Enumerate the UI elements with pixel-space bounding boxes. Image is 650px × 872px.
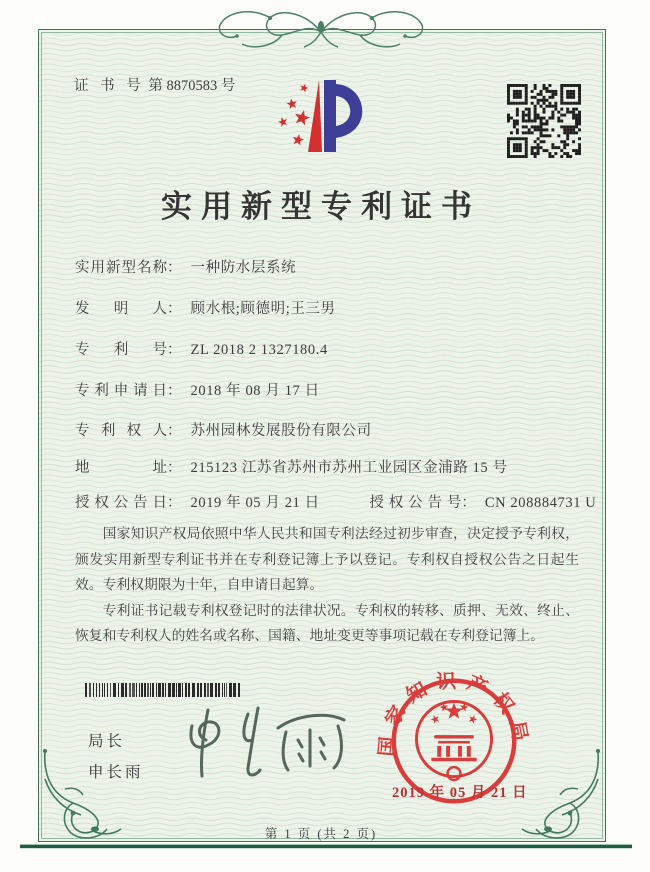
grant-number-pair <box>369 495 596 511</box>
national-emblem-icon <box>416 702 491 781</box>
page-bottom-edge-line <box>20 844 632 849</box>
field-colon: ： <box>167 342 182 358</box>
field-value: 一种防水层系统 <box>190 260 297 276</box>
cert-no-value: 8870583 <box>166 78 218 94</box>
legal-text <box>75 521 579 649</box>
field-label: 地址 <box>75 460 167 476</box>
field-label: 实用新型名称 <box>75 260 167 276</box>
field-row-grant <box>75 491 596 512</box>
field-row-patentee <box>75 419 372 440</box>
field-row-address <box>75 456 508 477</box>
legal-paragraph-2: 专利证书记载专利权登记时的法律状况。专利权的转移、质押、无效、终止、恢复和专利权人的姓名或名称、国籍、地址变更等事项记载在专利登记簿上。 <box>75 602 579 644</box>
field-row-name <box>75 256 296 277</box>
field-value: ZL 2018 2 1327180.4 <box>190 342 328 358</box>
certificate-title: 实用新型专利证书 <box>161 189 481 224</box>
field-colon: ： <box>167 301 182 317</box>
cert-no-suffix: 号 <box>220 78 236 94</box>
grant-date-value: 2019 年 05 月 21 日 <box>190 495 320 511</box>
cnipa-logo-icon <box>252 76 378 164</box>
field-row-filing-date <box>75 379 320 400</box>
top-border-flourish-icon <box>208 4 434 54</box>
field-label: 专利权人 <box>75 423 167 439</box>
barcode <box>85 683 243 697</box>
field-colon: ： <box>167 495 182 511</box>
field-row-inventors <box>75 297 336 318</box>
field-value: 顾水根;顾德明;王三男 <box>190 301 336 317</box>
legal-paragraph-1: 国家知识产权局依照中华人民共和国专利法经过初步审查，决定授予专利权，颁发实用新型专利证书并在专利登记簿上予以登记。专利权自授权公告之日起生效。专利权期限为十年，自申请日起算。 <box>75 526 579 593</box>
commissioner-signature <box>170 700 360 795</box>
cert-no-prefix: 证 书 号 <box>74 78 145 94</box>
field-label: 授权公告号 <box>369 495 462 511</box>
field-row-patent-number <box>75 338 328 359</box>
field-label: 专利申请日 <box>75 383 167 399</box>
field-label: 发明人 <box>75 301 167 317</box>
grant-date-pair <box>75 495 323 511</box>
commissioner-title: 局长 <box>88 733 126 750</box>
seal-text: 国家知识产权局 <box>375 670 533 758</box>
field-label: 专利号 <box>75 342 167 358</box>
qr-code <box>507 84 581 158</box>
field-value: 苏州园林发展股份有限公司 <box>190 423 372 439</box>
certificate-number <box>74 74 235 95</box>
page-number: 第 1 页 (共 2 页) <box>264 827 378 841</box>
cert-no-di: 第 <box>148 78 163 94</box>
field-label: 授权公告日 <box>75 495 167 511</box>
grant-number-value: CN 208884731 U <box>484 495 597 511</box>
commissioner-block <box>88 726 144 788</box>
field-colon: ： <box>167 423 182 439</box>
field-colon: ： <box>461 495 476 511</box>
field-value: 215123 江苏省苏州市苏州工业园区金浦路 15 号 <box>190 460 508 476</box>
seal-date: 2019 年 05 月 21 日 <box>392 785 528 801</box>
field-colon: ： <box>167 260 182 276</box>
commissioner-name: 申长雨 <box>88 764 144 781</box>
field-value: 2018 年 08 月 17 日 <box>190 383 320 399</box>
field-colon: ： <box>167 460 182 476</box>
field-colon: ： <box>167 383 182 399</box>
